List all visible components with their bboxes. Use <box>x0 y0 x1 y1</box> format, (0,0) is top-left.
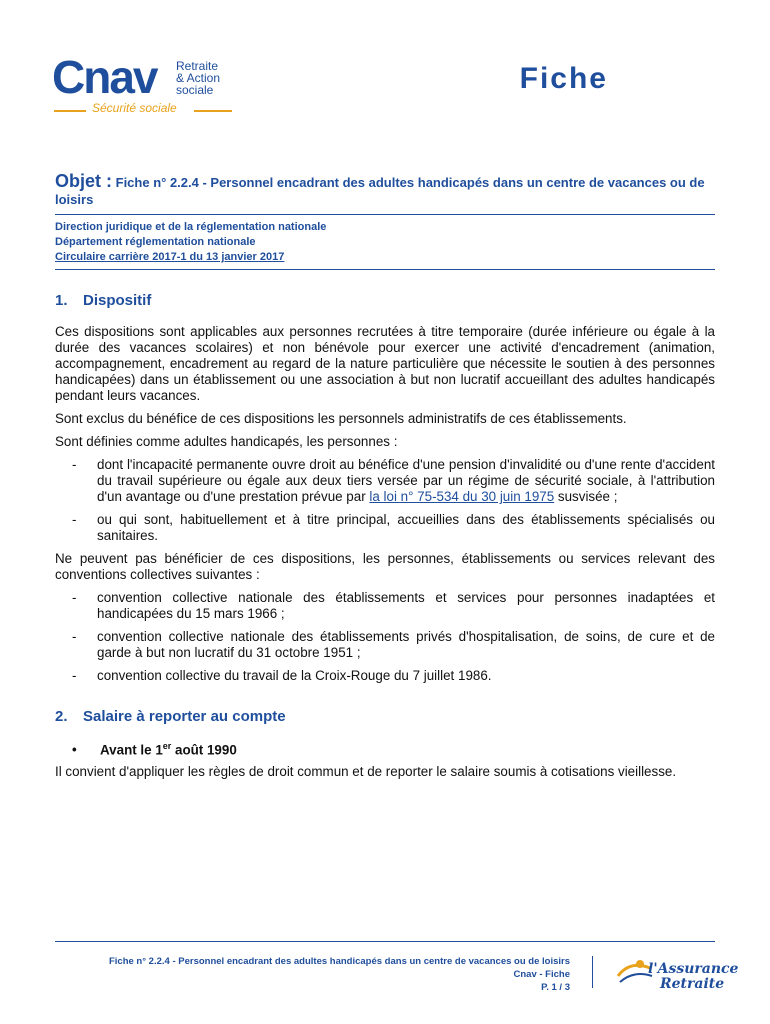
objet-text: Fiche n° 2.2.4 - Personnel encadrant des adultes handicapés dans un centre de vacances ou de loisirs <box>55 175 705 207</box>
meta-direction: Direction juridique et de la réglementation nationale <box>55 221 327 233</box>
list-item-text-end: susvisée ; <box>554 489 618 504</box>
list-dash: - <box>72 590 77 605</box>
cnav-logo <box>52 51 232 118</box>
footer-page-number: P. 1 / 3 <box>541 982 570 993</box>
section-2-number: 2. <box>55 708 68 725</box>
footer-line-2: Cnav - Fiche <box>513 969 570 980</box>
list-item <box>55 512 715 544</box>
ar-logo-line2: Retraite <box>660 976 725 992</box>
section-1-body <box>55 324 715 691</box>
page-title: Fiche <box>519 62 608 95</box>
section-1-paragraph-3: Sont définies comme adultes handicapés, les personnes : <box>55 434 398 449</box>
logo-brand: Cnav <box>52 51 157 103</box>
section-1-number: 1. <box>55 292 68 309</box>
logo-tagline: Sécurité sociale <box>92 101 177 115</box>
divider-top <box>55 214 715 215</box>
logo-side-text <box>176 60 220 96</box>
list-item-text: convention collective du travail de la Croix-Rouge du 7 juillet 1986. <box>97 668 492 683</box>
avant-1990-bullet <box>72 741 237 757</box>
list-item <box>55 668 715 684</box>
list-item <box>55 590 715 622</box>
footer-vertical-divider <box>592 956 593 988</box>
list-item-text: dont l'incapacité permanente ouvre droit au bénéfice d'une pension d'invalidité ou d'une rente d'accident du travail supérieure ou égale aux deux tiers versée par un régime de sécurité sociale, à l'attribution d'un avantage ou d'une prestation prévue par <box>97 457 715 504</box>
list-item-text: ou qui sont, habituellement et à titre principal, accueillies dans des établissements spécialisés ou sanitaires. <box>97 512 715 543</box>
meta-block <box>55 220 326 265</box>
objet-label: Objet : <box>55 171 112 191</box>
handicap-definition-list <box>55 457 715 544</box>
bullet-text-end: août 1990 <box>171 742 237 758</box>
list-item-text: convention collective nationale des établissements privés d'hospitalisation, de soins, de cure et de garde à but non lucratif du 31 octobre 1951 ; <box>97 629 715 660</box>
section-1-heading <box>55 292 151 309</box>
footer-divider <box>55 941 715 942</box>
bullet-sup: er <box>162 741 172 751</box>
ar-logo-line1: l'Assurance <box>648 961 739 977</box>
section-1-paragraph-1: Ces dispositions sont applicables aux personnes recrutées à titre temporaire (durée inférieure ou égale à la durée des vacances scolaires) et non bénévole pour exercer une activité d'encadrement (animation, accompagnement, encadrement au regard de la nature particulière que nécessite le soutien à des personnes handicapées) dans un établissement ou une association à but non lucratif accueillant des adultes handicapés pendant leurs vacances. <box>55 324 715 403</box>
objet-heading <box>55 173 717 208</box>
assurance-retraite-logo <box>610 946 739 996</box>
list-dash: - <box>72 457 77 472</box>
section-2-heading <box>55 708 286 725</box>
meta-departement: Département réglementation nationale <box>55 236 256 248</box>
section-1-paragraph-4: Ne peuvent pas bénéficier de ces dispositions, les personnes, établissements ou services relevant des conventions collectives suivantes : <box>55 551 715 582</box>
circulaire-link[interactable]: Circulaire carrière 2017-1 du 13 janvier 2017 <box>55 251 285 263</box>
logo-accent-line <box>54 110 86 112</box>
bullet-text: Avant le 1 <box>100 742 163 758</box>
list-item <box>55 457 715 505</box>
footer-text <box>109 955 570 994</box>
logo-accent-line-right <box>194 110 232 112</box>
list-dash: - <box>72 629 77 644</box>
logo-side-line2: & Action <box>176 71 221 85</box>
divider-bottom <box>55 269 715 270</box>
loi-link[interactable]: la loi n° 75-534 du 30 juin 1975 <box>369 489 555 504</box>
list-item-text: convention collective nationale des établissements et services pour personnes inadaptées et handicapées du 15 mars 1966 ; <box>97 590 715 621</box>
logo-side-line3: sociale <box>176 83 214 97</box>
section-2-body <box>55 764 715 787</box>
list-item <box>55 629 715 661</box>
assurance-retraite-text <box>648 962 738 992</box>
logo-side-line1: Retraite <box>176 59 219 73</box>
list-dash: - <box>72 512 77 527</box>
section-1-title: Dispositif <box>83 292 152 309</box>
conventions-list <box>55 590 715 684</box>
section-2-paragraph-1: Il convient d'appliquer les règles de droit commun et de reporter le salaire soumis à cotisations vieillesse. <box>55 764 677 779</box>
footer-line-1: Fiche n° 2.2.4 - Personnel encadrant des adultes handicapés dans un centre de vacances ou de loisirs <box>108 956 570 967</box>
list-dash: - <box>72 668 77 683</box>
bullet-dot: • <box>72 742 77 758</box>
section-2-title: Salaire à reporter au compte <box>83 708 286 725</box>
section-1-paragraph-2: Sont exclus du bénéfice de ces dispositions les personnels administratifs de ces établissements. <box>55 411 627 426</box>
